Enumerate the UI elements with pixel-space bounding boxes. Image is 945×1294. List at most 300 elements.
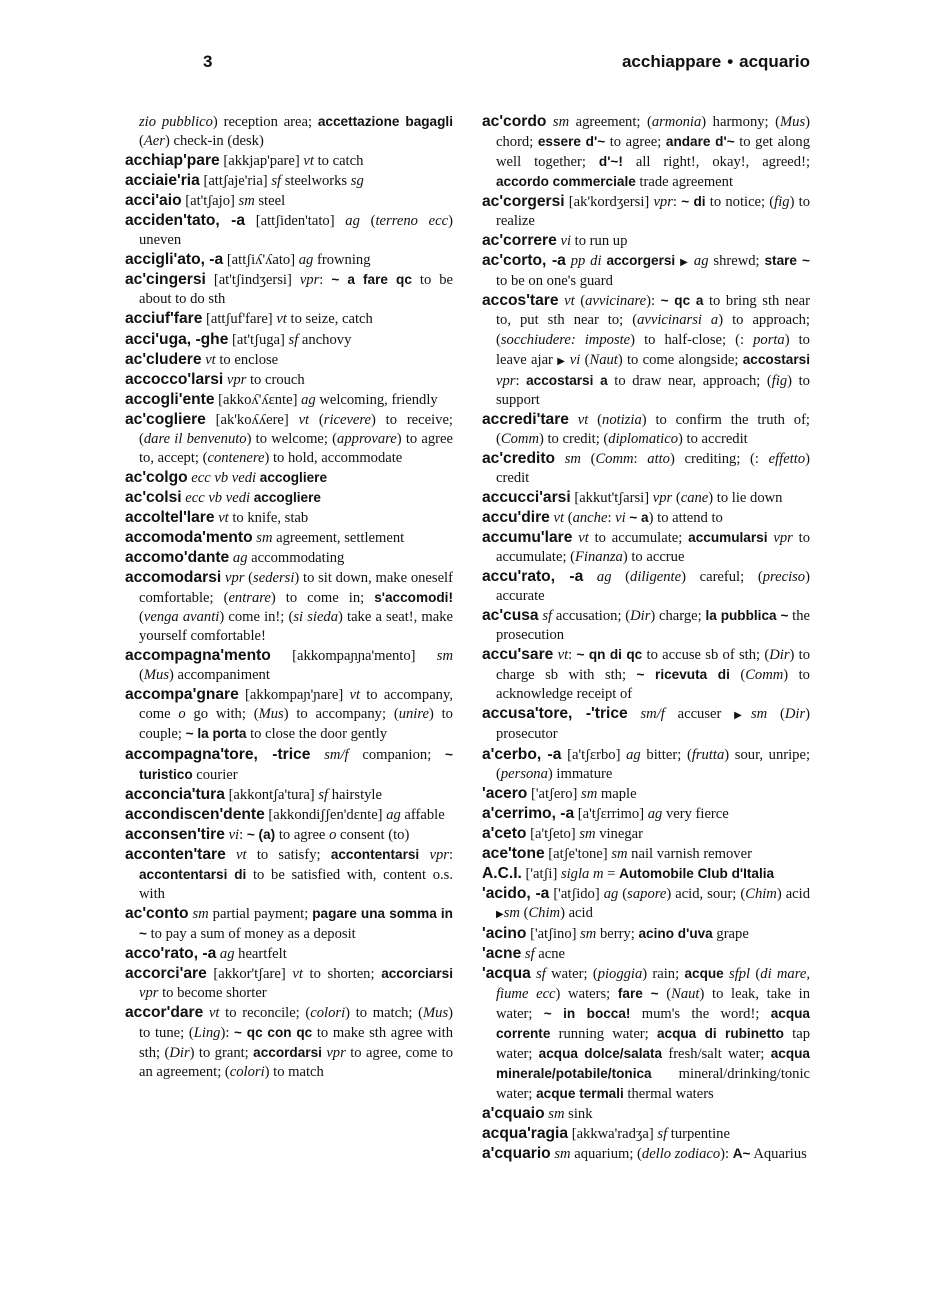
italic-label: colori <box>229 1064 265 1081</box>
entry-text: ) to support <box>496 372 810 408</box>
right-column <box>482 112 810 1164</box>
entry-text <box>569 412 578 428</box>
entry-text: heartfelt <box>234 945 287 962</box>
italic-label: Chim <box>745 885 777 902</box>
entry-text: very fierce <box>662 805 729 822</box>
italic-label: zio pubblico <box>139 114 213 130</box>
italic-label: sigla m <box>560 865 604 882</box>
entry-text: anchovy <box>298 331 352 348</box>
arrow-marker: ▶ <box>680 257 690 269</box>
headword: accorci'are <box>125 965 207 983</box>
entry-text: : <box>448 846 453 863</box>
entry-text: [akkompaɲɲa'mento] <box>270 648 437 665</box>
bold-phrase: stare ~ <box>764 253 810 269</box>
entry-text: to shorten; <box>302 966 382 983</box>
italic-label: sm <box>192 905 209 922</box>
entry-text: aquarium; ( <box>570 1146 642 1163</box>
headword: 'acino <box>482 924 527 942</box>
dictionary-entry <box>125 390 453 410</box>
bold-phrase: accordo commerciale <box>496 174 636 190</box>
italic-label: vpr <box>653 194 673 211</box>
italic-label: Comm <box>745 667 784 684</box>
italic-label: sapore <box>627 885 667 902</box>
italic-label: sf <box>536 966 546 983</box>
headword: acconcia'tura <box>125 785 225 803</box>
running-head <box>622 52 810 72</box>
entry-text: accusation; ( <box>552 608 631 625</box>
entry-text: ) to receive; ( <box>139 411 453 447</box>
dictionary-entry <box>482 884 810 924</box>
italic-label: contenere <box>207 449 265 466</box>
italic-label: preciso <box>762 569 806 586</box>
entry-text: welcoming, friendly <box>315 391 438 408</box>
entry-text: to agree; <box>605 134 666 151</box>
entry-text: bitter; ( <box>640 746 692 763</box>
headword: 'acqua <box>482 965 531 983</box>
entry-text: ) accompaniment <box>169 667 270 684</box>
entry-text: [atʃe'tone] <box>544 845 612 862</box>
dictionary-entry <box>125 646 453 685</box>
entry-text: companion; <box>348 746 446 763</box>
italic-label: vi <box>560 233 572 250</box>
entry-text: to close the door gently <box>246 726 388 743</box>
headword: acconsen'tire <box>125 825 225 843</box>
entry-text: ) accurate <box>496 569 810 605</box>
entry-text: ) charge; <box>650 608 706 625</box>
dictionary-entry <box>482 824 810 844</box>
headword: ac'cusa <box>482 607 539 625</box>
headword: accos'tare <box>482 292 559 310</box>
italic-label: di mare, fiume ecc <box>496 966 810 1003</box>
italic-label: sf <box>524 945 535 962</box>
entry-text: : <box>607 509 616 526</box>
headword: accomo'dante <box>125 549 230 567</box>
entry-text: ) immature <box>547 765 613 782</box>
dictionary-entry <box>482 784 810 804</box>
dictionary-entry <box>125 330 453 350</box>
headword: accompagna'mento <box>125 647 271 665</box>
arrow-marker: ▶ <box>557 355 566 367</box>
bold-phrase: ~ di <box>681 194 706 210</box>
italic-label: ecc vb vedi <box>185 489 251 506</box>
entry-text: to run up <box>571 233 628 250</box>
entry-text: to be about to do sth <box>139 272 453 308</box>
headword: acciaie'ria <box>125 172 200 190</box>
entry-text: ) to match; ( <box>345 1005 423 1022</box>
bold-phrase: pagare una somma in ~ <box>139 905 453 941</box>
entry-text: : <box>633 450 648 467</box>
italic-label: vpr <box>226 371 247 388</box>
entry-text: all right!, okay!, agreed!; <box>622 154 811 171</box>
italic-label: sf <box>657 1126 668 1143</box>
italic-label: vt <box>298 411 310 428</box>
italic-label: dare il benvenuto <box>143 430 247 447</box>
italic-label: ecc vb vedi <box>191 469 257 486</box>
bold-phrase: acque termali <box>536 1086 624 1102</box>
entry-text: [ak'koʎʎere] <box>205 411 299 428</box>
dictionary-entry <box>482 112 810 192</box>
headword: a'cquaio <box>482 1105 545 1123</box>
entry-text: ) uneven <box>139 213 453 249</box>
entry-text: fresh/salt water; <box>662 1046 771 1063</box>
dictionary-entry <box>125 270 453 309</box>
headword: accompagna'tore, -trice <box>125 745 311 763</box>
entry-text: : <box>319 272 332 289</box>
italic-label: sm <box>548 1106 565 1123</box>
dictionary-entry <box>482 291 810 409</box>
italic-label: Mus <box>143 667 170 684</box>
italic-label: vpr <box>496 372 516 389</box>
italic-label: Finanza <box>575 549 623 566</box>
entry-text: ) to tune; ( <box>139 1005 453 1042</box>
entry-text: [ak'kordʒersi] <box>564 194 654 211</box>
entry-text: ['atʃi] <box>521 865 561 882</box>
dictionary-entry <box>125 845 453 904</box>
dictionary-entry <box>482 449 810 488</box>
entry-text: ) crediting; (: <box>669 450 769 467</box>
entry-text: ) careful; ( <box>681 569 763 586</box>
entry-text: shrewd; <box>708 253 765 270</box>
italic-label: vpr <box>773 529 793 546</box>
headword: acconten'tare <box>125 845 226 863</box>
dictionary-entry <box>482 844 810 864</box>
italic-label: persona <box>500 765 548 782</box>
entry-text: ) waters; <box>555 986 618 1003</box>
headword: acciuf'fare <box>125 310 203 328</box>
italic-label: sm <box>552 114 570 130</box>
entry-text: to be on one's guard <box>496 273 613 290</box>
italic-label: vpr <box>429 846 449 863</box>
entry-text: ( <box>611 569 631 586</box>
italic-label: ag <box>386 806 401 823</box>
entry-text: ) come in!; ( <box>219 609 294 626</box>
italic-label: diligente <box>630 569 682 586</box>
dictionary-entry <box>125 685 453 744</box>
entry-text: grape <box>712 925 749 942</box>
dictionary-entry <box>482 964 810 1104</box>
entry-text: ) to grant; <box>189 1045 254 1062</box>
entry-text: ( <box>139 667 144 684</box>
entry-text: to reconcile; ( <box>219 1005 311 1022</box>
headword: A.C.I. <box>482 864 522 882</box>
italic-label: avvicinare <box>585 293 647 310</box>
entry-text: : <box>672 194 682 211</box>
bold-phrase: ~ (a) <box>246 826 276 842</box>
italic-label: Chim <box>528 904 561 921</box>
italic-label: Dir <box>169 1045 190 1062</box>
entry-text: ): <box>220 1025 235 1042</box>
italic-label: sf <box>318 786 329 803</box>
entry-text: ( <box>359 213 376 230</box>
italic-label: sm <box>238 193 255 210</box>
italic-label: entrare <box>228 590 271 607</box>
bold-phrase: la pubblica ~ <box>705 608 789 624</box>
headword: ac'conto <box>125 904 189 922</box>
italic-label: vpr <box>652 489 673 506</box>
headword: ac'colgo <box>125 468 188 486</box>
italic-label: Comm <box>595 450 634 467</box>
headword: a'cquario <box>482 1145 551 1163</box>
bold-phrase: acqua di rubinetto <box>656 1026 784 1042</box>
italic-label: ag <box>596 569 612 586</box>
entry-text: to draw near, approach; ( <box>607 372 772 389</box>
italic-label: armonia <box>651 114 702 130</box>
entry-text: [attʃiden'tato] <box>245 213 346 230</box>
entry-text: = <box>603 865 620 882</box>
bold-phrase: accogliere <box>253 489 321 505</box>
bold-phrase: accordarsi <box>253 1045 322 1061</box>
italic-label: vt <box>205 351 216 368</box>
bold-phrase: andare d'~ <box>665 134 735 150</box>
dictionary-entry <box>482 508 810 528</box>
headword: 'acne <box>482 944 522 962</box>
entry-text: ) credit <box>496 450 810 486</box>
entry-text: ) acid, sour; ( <box>666 885 746 902</box>
headword: acci'aio <box>125 192 182 210</box>
italic-label: vi <box>615 509 626 526</box>
italic-label: sm <box>436 648 453 665</box>
dictionary-entry <box>482 567 810 606</box>
bold-phrase: acqua corrente <box>496 1006 810 1042</box>
italic-label: ag <box>603 885 619 902</box>
entry-text: ) rain; <box>642 966 685 983</box>
entry-text: water; ( <box>545 966 598 983</box>
entry-text: go with; ( <box>185 706 259 723</box>
entry-text: ) to couple; <box>139 706 453 743</box>
entry-text: ) to confirm the truth of; ( <box>496 411 810 447</box>
entry-text: ( <box>729 667 746 684</box>
italic-label: vt <box>557 647 569 664</box>
dictionary-entry <box>482 804 810 824</box>
entry-text: ) to welcome; ( <box>246 430 338 447</box>
entry-text: ) to match <box>264 1064 324 1081</box>
running-head-first-word: acchiappare <box>621 52 722 71</box>
headword: ac'corgersi <box>482 193 565 211</box>
italic-label: vpr <box>224 570 245 587</box>
italic-label: sedersi <box>253 570 295 587</box>
dictionary-entry <box>125 468 453 488</box>
headword: ac'cordo <box>482 113 547 130</box>
italic-label: dello zodiaco <box>641 1146 721 1163</box>
dictionary-entry <box>125 745 453 785</box>
entry-text: the prosecution <box>496 608 810 644</box>
entry-text: ): <box>720 1146 733 1163</box>
italic-label: Mus <box>258 706 284 723</box>
entry-text: [attʃuf'fare] <box>202 311 277 328</box>
entry-text: mum's the word!; <box>630 1006 771 1023</box>
dictionary-entry <box>125 568 453 646</box>
italic-label: ag <box>693 253 709 270</box>
italic-label: sm <box>581 785 598 802</box>
entry-text: frowning <box>313 252 371 269</box>
bold-phrase: accostarsi a <box>526 372 608 388</box>
dictionary-entry <box>482 924 810 944</box>
entry-text: ( <box>580 450 596 467</box>
entry-text: ( <box>564 509 573 526</box>
entry-text: hairstyle <box>328 786 382 803</box>
headword: ac'credito <box>482 449 556 467</box>
entry-text: trade agreement <box>635 174 734 191</box>
italic-label: vpr <box>139 985 159 1002</box>
entry-text <box>583 569 597 585</box>
entry-text: ( <box>588 411 603 428</box>
entry-text: ) to lie down <box>708 489 783 506</box>
entry-text: : <box>568 647 577 664</box>
dictionary-entry <box>482 488 810 508</box>
italic-label: anche <box>572 509 608 526</box>
dictionary-entry <box>125 171 453 191</box>
dictionary-entry <box>482 410 810 449</box>
bold-phrase: acqua dolce/salata <box>538 1046 663 1062</box>
entry-text: agreement, settlement <box>272 529 405 546</box>
italic-label: ag <box>298 252 314 269</box>
entry-text: to accumulate; ( <box>496 529 811 566</box>
bold-phrase: accostarsi <box>742 351 810 367</box>
entry-text: partial payment; <box>208 905 313 922</box>
entry-text: [attʃaje'ria] <box>199 173 272 190</box>
entry-text: to enclose <box>215 351 279 368</box>
bold-phrase: d'~! <box>598 154 623 170</box>
italic-label: vpr <box>326 1045 346 1062</box>
headword: accoltel'lare <box>125 508 215 526</box>
italic-label: ag <box>219 945 235 962</box>
italic-label: Naut <box>589 351 618 368</box>
headword: accu'dire <box>482 508 550 526</box>
italic-label: vt <box>349 687 361 704</box>
italic-label: unire <box>398 706 429 723</box>
italic-label: cane <box>680 489 709 506</box>
entry-text: thermal waters <box>623 1086 714 1103</box>
entry-text: ( <box>672 489 681 506</box>
italic-label: vt <box>208 1005 220 1022</box>
headword: 'acido, -a <box>482 884 550 902</box>
dictionary-entry <box>482 864 810 884</box>
italic-label: sm <box>564 450 581 467</box>
entry-text: ) to realize <box>496 194 810 230</box>
dictionary-entry <box>482 528 810 567</box>
italic-label: sg <box>350 173 364 190</box>
entry-text: Aquarius <box>750 1146 807 1163</box>
entry-text: ( <box>139 609 144 626</box>
italic-label: socchiudere: imposte <box>500 331 631 348</box>
italic-label: sm <box>580 925 597 942</box>
entry-text: to notice; ( <box>705 194 775 211</box>
entry-text <box>310 747 324 763</box>
entry-text: ) to sit down, make oneself comfortable; ( <box>139 570 453 607</box>
italic-label: vi <box>569 351 581 368</box>
headword: accogli'ente <box>125 390 215 408</box>
entry-text: ['atʃino] <box>526 925 581 942</box>
entry-text: to accuse sb of sth; ( <box>642 647 770 664</box>
dictionary-entry <box>125 211 453 250</box>
dictionary-entry <box>125 785 453 805</box>
bold-phrase: accorgersi <box>606 253 676 269</box>
entry-text: ) reception area; <box>212 114 318 130</box>
entry-text: courier <box>192 766 238 783</box>
entry-text: accommodating <box>247 550 345 567</box>
italic-label: Mus <box>779 114 806 130</box>
entry-text: ) to acknowledge receipt of <box>496 667 810 703</box>
entry-text: steel <box>254 193 286 210</box>
bold-phrase: accettazione bagagli <box>317 114 453 129</box>
dictionary-entry <box>125 964 453 1003</box>
dictionary-entry <box>482 231 810 251</box>
bold-phrase: ~ a fare qc <box>331 272 412 288</box>
entry-text: [akkondiʃʃen'dɛnte] <box>264 806 387 823</box>
headword: ace'tone <box>482 844 545 862</box>
entry-text: to get along well together; <box>496 134 810 171</box>
headword: acco'rato, -a <box>125 944 217 962</box>
italic-label: pioggia <box>597 966 643 983</box>
entry-text: to agree <box>275 826 330 843</box>
italic-label: venga avanti <box>143 609 220 626</box>
entry-text: ) sour, unripe; ( <box>496 746 811 782</box>
bold-phrase: accontentarsi <box>330 846 420 862</box>
entry-text: acne <box>534 945 566 962</box>
headword: acci'uga, -ghe <box>125 330 229 348</box>
entry-text: [a'tʃɛrrimo] <box>574 805 648 822</box>
entry-text: ) to accrue <box>622 549 685 566</box>
headword: accomoda'mento <box>125 528 253 546</box>
dictionary-entry <box>482 606 810 645</box>
dictionary-entry <box>125 805 453 825</box>
bold-phrase: acino d'uva <box>638 925 713 941</box>
italic-label: vt <box>292 966 303 983</box>
italic-label: fig <box>774 194 790 211</box>
entry-text: to crouch <box>246 371 305 388</box>
italic-label: colori <box>310 1005 346 1022</box>
entry-text: : <box>239 826 247 843</box>
entry-text: [attʃiʎ'ʎato] <box>223 252 299 269</box>
entry-text: ) to come in; <box>270 590 375 607</box>
entry-text: ( <box>750 966 761 983</box>
entry-text: to make sth agree with sth; ( <box>139 1025 453 1062</box>
headword: accompa'gnare <box>125 686 239 704</box>
entry-text: [akkoʎ'ʎɛnte] <box>214 391 302 408</box>
entry-text: ( <box>309 411 324 428</box>
headword: accucci'arsi <box>482 488 571 506</box>
bold-phrase: accontentarsi di <box>139 866 247 882</box>
dictionary-entry <box>125 528 453 548</box>
dictionary-entry <box>125 904 453 944</box>
entry-text: [akkjap'pare] <box>219 153 304 170</box>
entry-text: agreement; ( <box>569 114 652 130</box>
italic-label: vt <box>303 153 314 170</box>
italic-label: frutta <box>691 746 725 763</box>
bold-phrase: accorciarsi <box>381 966 453 982</box>
dictionary-entry <box>482 944 810 964</box>
entry-text: [at'tʃindʒersi] <box>205 272 300 289</box>
headword: a'cerbo, -a <box>482 745 562 763</box>
dictionary-entry <box>482 704 810 744</box>
headword: ac'colsi <box>125 488 182 506</box>
dictionary-entry <box>125 151 453 171</box>
headword: ac'cingersi <box>125 271 206 289</box>
entry-text: to become shorter <box>158 985 267 1002</box>
entry-text: ( <box>574 293 586 310</box>
italic-label: ag <box>345 213 360 230</box>
bold-phrase: acque <box>684 966 724 982</box>
entry-text: vinegar <box>595 825 643 842</box>
dictionary-entry <box>482 1124 810 1144</box>
entry-text: ( <box>139 133 144 150</box>
italic-label: ag <box>647 805 663 822</box>
entry-text: [at'tʃuga] <box>228 331 289 348</box>
entry-text: to agree, come to an agreement; ( <box>139 1045 453 1081</box>
dictionary-entry <box>125 488 453 508</box>
headword: ac'corto, -a <box>482 252 566 270</box>
entry-text: : <box>515 372 527 389</box>
